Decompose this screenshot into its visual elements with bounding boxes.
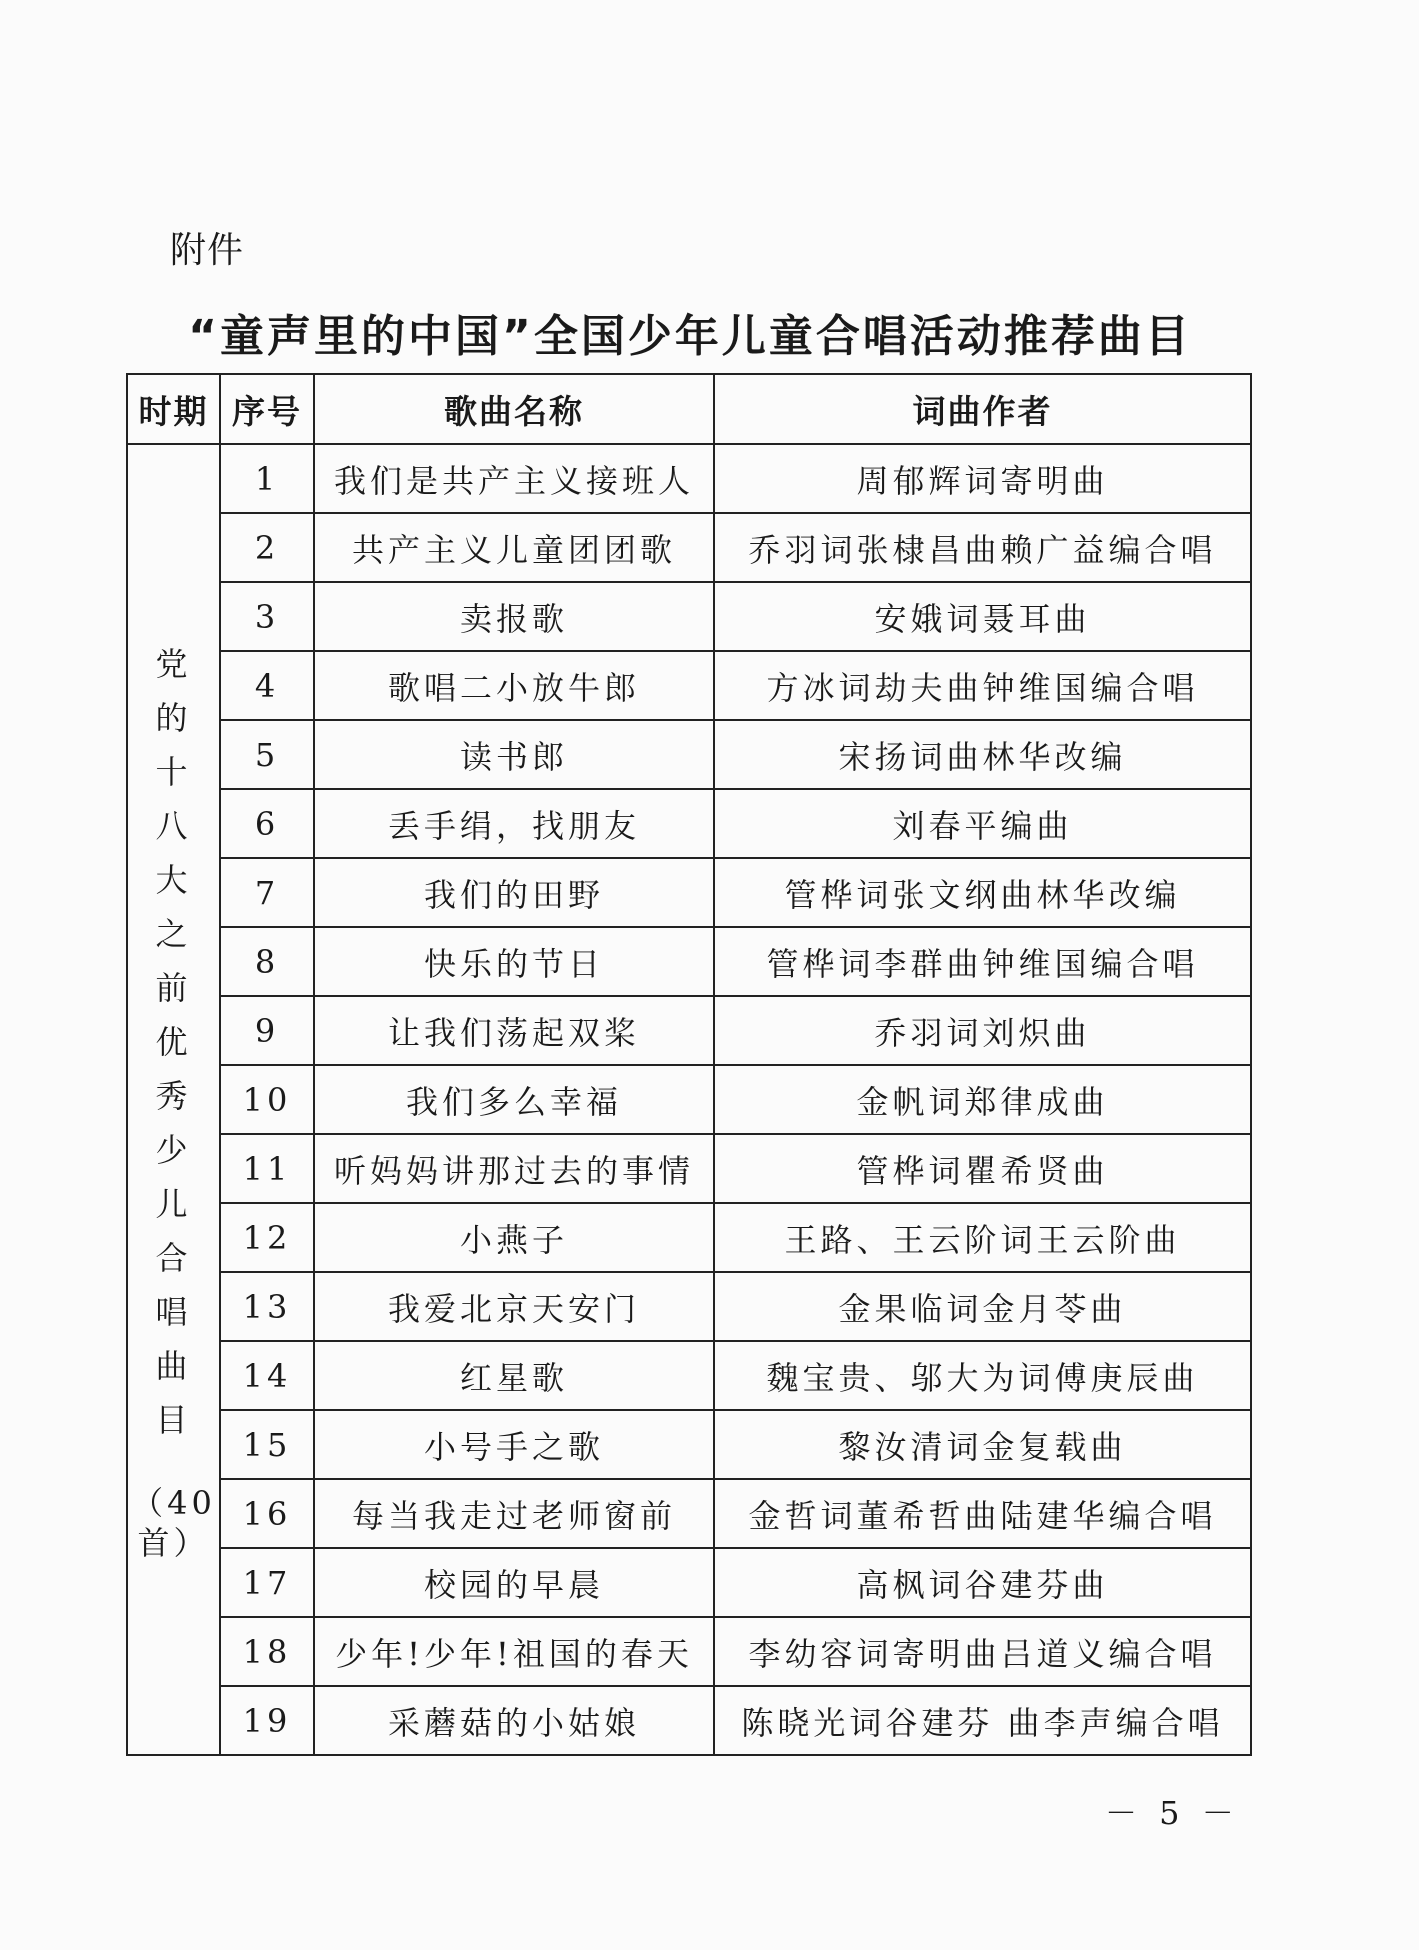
period-count-line: （40: [131, 1483, 216, 1522]
row-index: 4: [220, 651, 314, 720]
song-authors: 管桦词瞿希贤曲: [714, 1134, 1251, 1203]
recommended-songs-table: [126, 373, 1252, 1756]
row-index: 2: [220, 513, 314, 582]
period-char: 十: [155, 752, 192, 791]
song-name: 丢手绢，找朋友: [314, 789, 714, 858]
period-char: 秀: [155, 1076, 192, 1115]
song-name: 我们的田野: [314, 858, 714, 927]
row-index: 11: [220, 1134, 314, 1203]
period-char: 曲: [155, 1346, 192, 1385]
period-char: 的: [155, 698, 192, 737]
table-row: [127, 1203, 1251, 1272]
period-cell: [127, 444, 220, 1755]
period-char: 优: [155, 1022, 192, 1061]
song-authors: 黎汝清词金复载曲: [714, 1410, 1251, 1479]
row-index: 17: [220, 1548, 314, 1617]
song-authors: 乔羽词刘炽曲: [714, 996, 1251, 1065]
table-row: [127, 927, 1251, 996]
song-authors: 安娥词聂耳曲: [714, 582, 1251, 651]
table-row: [127, 1065, 1251, 1134]
table-row: [127, 1410, 1251, 1479]
song-authors: 管桦词张文纲曲林华改编: [714, 858, 1251, 927]
song-authors: 乔羽词张棣昌曲赖广益编合唱: [714, 513, 1251, 582]
song-name: 校园的早晨: [314, 1548, 714, 1617]
row-index: 7: [220, 858, 314, 927]
song-name: 让我们荡起双桨: [314, 996, 714, 1065]
song-name: 我爱北京天安门: [314, 1272, 714, 1341]
song-authors: 周郁辉词寄明曲: [714, 444, 1251, 513]
song-name: 歌唱二小放牛郎: [314, 651, 714, 720]
period-char: 少: [155, 1130, 192, 1169]
song-name: 每当我走过老师窗前: [314, 1479, 714, 1548]
period-char: 目: [155, 1400, 192, 1439]
header-song-name: 歌曲名称: [314, 374, 714, 444]
row-index: 19: [220, 1686, 314, 1755]
period-char: 前: [155, 968, 192, 1007]
row-index: 8: [220, 927, 314, 996]
song-name: 我们多么幸福: [314, 1065, 714, 1134]
song-authors: 刘春平编曲: [714, 789, 1251, 858]
table-row: [127, 651, 1251, 720]
row-index: 9: [220, 996, 314, 1065]
table-row: [127, 789, 1251, 858]
table-row: [127, 858, 1251, 927]
row-index: 1: [220, 444, 314, 513]
document-title: “童声里的中国”全国少年儿童合唱活动推荐曲目: [188, 311, 1192, 362]
song-authors: 金果临词金月苓曲: [714, 1272, 1251, 1341]
table-row: [127, 1686, 1251, 1755]
row-index: 10: [220, 1065, 314, 1134]
period-song-count: [128, 1483, 219, 1563]
song-name: 小号手之歌: [314, 1410, 714, 1479]
song-authors: 魏宝贵、邬大为词傅庚辰曲: [714, 1341, 1251, 1410]
table-row: [127, 444, 1251, 513]
table-row: [127, 1341, 1251, 1410]
song-name: 共产主义儿童团团歌: [314, 513, 714, 582]
song-authors: 陈晓光词谷建芬 曲李声编合唱: [714, 1686, 1251, 1755]
song-name: 红星歌: [314, 1341, 714, 1410]
song-authors: 管桦词李群曲钟维国编合唱: [714, 927, 1251, 996]
table-row: [127, 1134, 1251, 1203]
row-index: 13: [220, 1272, 314, 1341]
table-row: [127, 1548, 1251, 1617]
table-row: [127, 720, 1251, 789]
table-row: [127, 513, 1251, 582]
table-row: [127, 996, 1251, 1065]
song-name: 读书郎: [314, 720, 714, 789]
song-authors: 高枫词谷建芬曲: [714, 1548, 1251, 1617]
song-name: 少年!少年!祖国的春天: [314, 1617, 714, 1686]
song-authors: 金哲词董希哲曲陆建华编合唱: [714, 1479, 1251, 1548]
row-index: 3: [220, 582, 314, 651]
period-char: 大: [155, 860, 192, 899]
period-char: 党: [155, 644, 192, 683]
table-header-row: [127, 374, 1251, 444]
row-index: 15: [220, 1410, 314, 1479]
song-authors: 金帆词郑律成曲: [714, 1065, 1251, 1134]
page-number: － 5 －: [1105, 1794, 1240, 1832]
period-char: 合: [155, 1238, 192, 1277]
table-row: [127, 582, 1251, 651]
table-body: [127, 444, 1251, 1755]
song-authors: 方冰词劫夫曲钟维国编合唱: [714, 651, 1251, 720]
song-name: 小燕子: [314, 1203, 714, 1272]
table-row: [127, 1272, 1251, 1341]
header-index: 序号: [220, 374, 314, 444]
header-period: 时期: [127, 374, 220, 444]
table-row: [127, 1617, 1251, 1686]
period-char: 唱: [155, 1292, 192, 1331]
row-index: 6: [220, 789, 314, 858]
attachment-label: 附件: [170, 230, 245, 271]
song-name: 卖报歌: [314, 582, 714, 651]
song-name: 采蘑菇的小姑娘: [314, 1686, 714, 1755]
song-authors: 李幼容词寄明曲吕道义编合唱: [714, 1617, 1251, 1686]
song-name: 听妈妈讲那过去的事情: [314, 1134, 714, 1203]
song-name: 快乐的节日: [314, 927, 714, 996]
row-index: 12: [220, 1203, 314, 1272]
period-char: 儿: [155, 1184, 192, 1223]
song-authors: 宋扬词曲林华改编: [714, 720, 1251, 789]
row-index: 18: [220, 1617, 314, 1686]
row-index: 14: [220, 1341, 314, 1410]
period-label: [128, 637, 219, 1447]
row-index: 16: [220, 1479, 314, 1548]
period-count-line: 首）: [137, 1523, 210, 1562]
song-name: 我们是共产主义接班人: [314, 444, 714, 513]
period-char: 八: [155, 806, 192, 845]
song-authors: 王路、王云阶词王云阶曲: [714, 1203, 1251, 1272]
period-char: 之: [155, 914, 192, 953]
row-index: 5: [220, 720, 314, 789]
header-authors: 词曲作者: [714, 374, 1251, 444]
table-row: [127, 1479, 1251, 1548]
